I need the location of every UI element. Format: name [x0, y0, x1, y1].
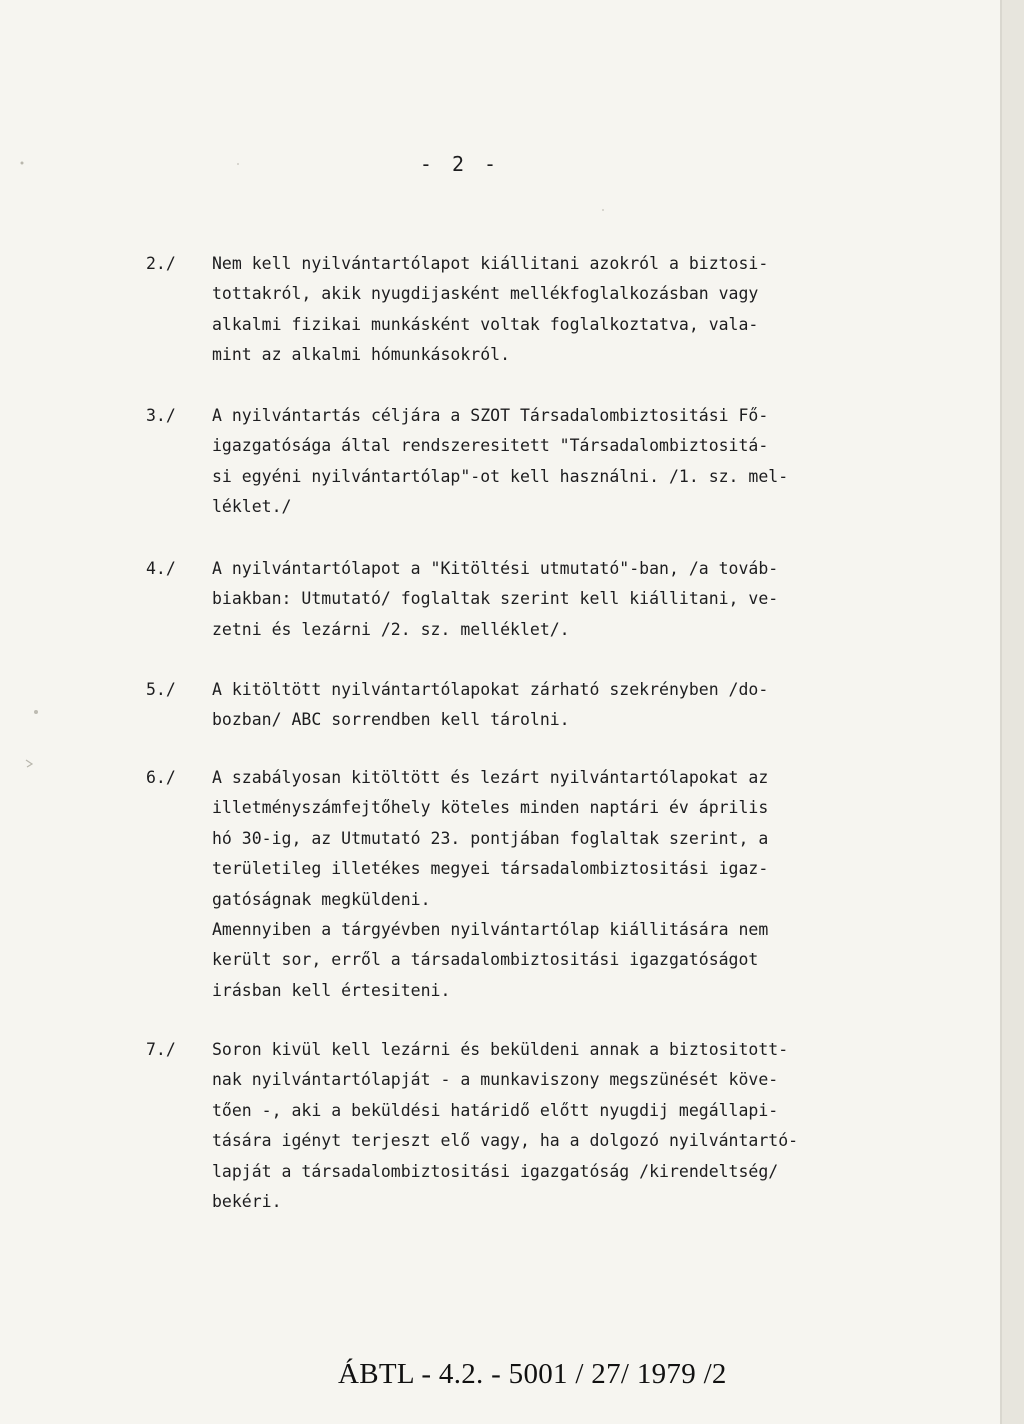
text-line: léklet./: [212, 497, 292, 517]
text-line: nak nyilvántartólapját - a munkaviszony megszünését köve-: [212, 1070, 779, 1090]
text-line: A szabályosan kitöltött és lezárt nyilvántartólapokat az: [212, 768, 769, 787]
item-text: [212, 249, 922, 371]
text-line: tására igényt terjeszt elő vagy, ha a dolgozó nyilvántartó-: [212, 1131, 799, 1151]
text-line: került sor, erről a társadalombiztositási igazgatóságot: [212, 950, 759, 970]
text-line: alkalmi fizikai munkásként voltak foglalkoztatva, vala-: [212, 314, 759, 334]
item-text: [212, 554, 922, 645]
text-line: mint az alkalmi hómunkásokról.: [212, 345, 511, 365]
item-number: 4./: [146, 559, 176, 578]
page-number: - 2 -: [419, 152, 501, 176]
text-line: tően -, aki a beküldési határidő előtt nyugdij megállapi-: [212, 1100, 779, 1120]
item-number: 2./: [146, 254, 176, 273]
item-number: 7./: [146, 1040, 176, 1059]
text-line: A nyilvántartólapot a "Kitöltési utmutató"-ban, /a továb-: [212, 559, 779, 578]
text-line: gatóságnak megküldeni.: [212, 889, 431, 909]
text-line: biakban: Utmutató/ foglaltak szerint kell kiállitani, ve-: [212, 589, 779, 609]
text-line: lapját a társadalombiztositási igazgatóság /kirendeltség/: [212, 1161, 779, 1181]
text-line: Nem kell nyilvántartólapot kiállitani azokról a biztosi-: [212, 254, 769, 273]
text-line: igazgatósága által rendszeresitett "Társadalombiztositá-: [212, 436, 769, 456]
text-line: bozban/ ABC sorrendben kell tárolni.: [212, 710, 570, 730]
item-text: [212, 1035, 922, 1217]
archive-reference-footer: ÁBTL - 4.2. - 5001 / 27/ 1979 /2: [338, 1358, 727, 1390]
text-line: tottakról, akik nyugdijasként mellékfoglalkozásban vagy: [212, 284, 759, 304]
text-line: illetményszámfejtőhely köteles minden naptári év április: [212, 798, 769, 818]
item-text: [212, 763, 922, 1006]
text-line: területileg illetékes megyei társadalombiztositási igaz-: [212, 859, 769, 879]
item-text: [212, 401, 922, 523]
item-number: 5./: [146, 680, 176, 699]
text-line: bekéri.: [212, 1192, 282, 1212]
text-line: Amennyiben a tárgyévben nyilvántartólap kiállitására nem: [212, 920, 769, 940]
text-line: A nyilvántartás céljára a SZOT Társadalombiztositási Fő-: [212, 406, 769, 425]
text-line: irásban kell értesiteni.: [212, 980, 451, 1000]
text-line: zetni és lezárni /2. sz. melléklet/.: [212, 619, 570, 639]
text-line: si egyéni nyilvántartólap"-ot kell használni. /1. sz. mel-: [212, 466, 789, 486]
item-number: 3./: [146, 406, 176, 425]
text-line: Soron kivül kell lezárni és beküldeni annak a biztositott-: [212, 1040, 789, 1059]
item-number: 6./: [146, 768, 176, 787]
item-text: [212, 675, 922, 736]
text-line: hó 30-ig, az Utmutató 23. pontjában foglaltak szerint, a: [212, 828, 769, 848]
text-line: A kitöltött nyilvántartólapokat zárható szekrényben /do-: [212, 680, 769, 699]
